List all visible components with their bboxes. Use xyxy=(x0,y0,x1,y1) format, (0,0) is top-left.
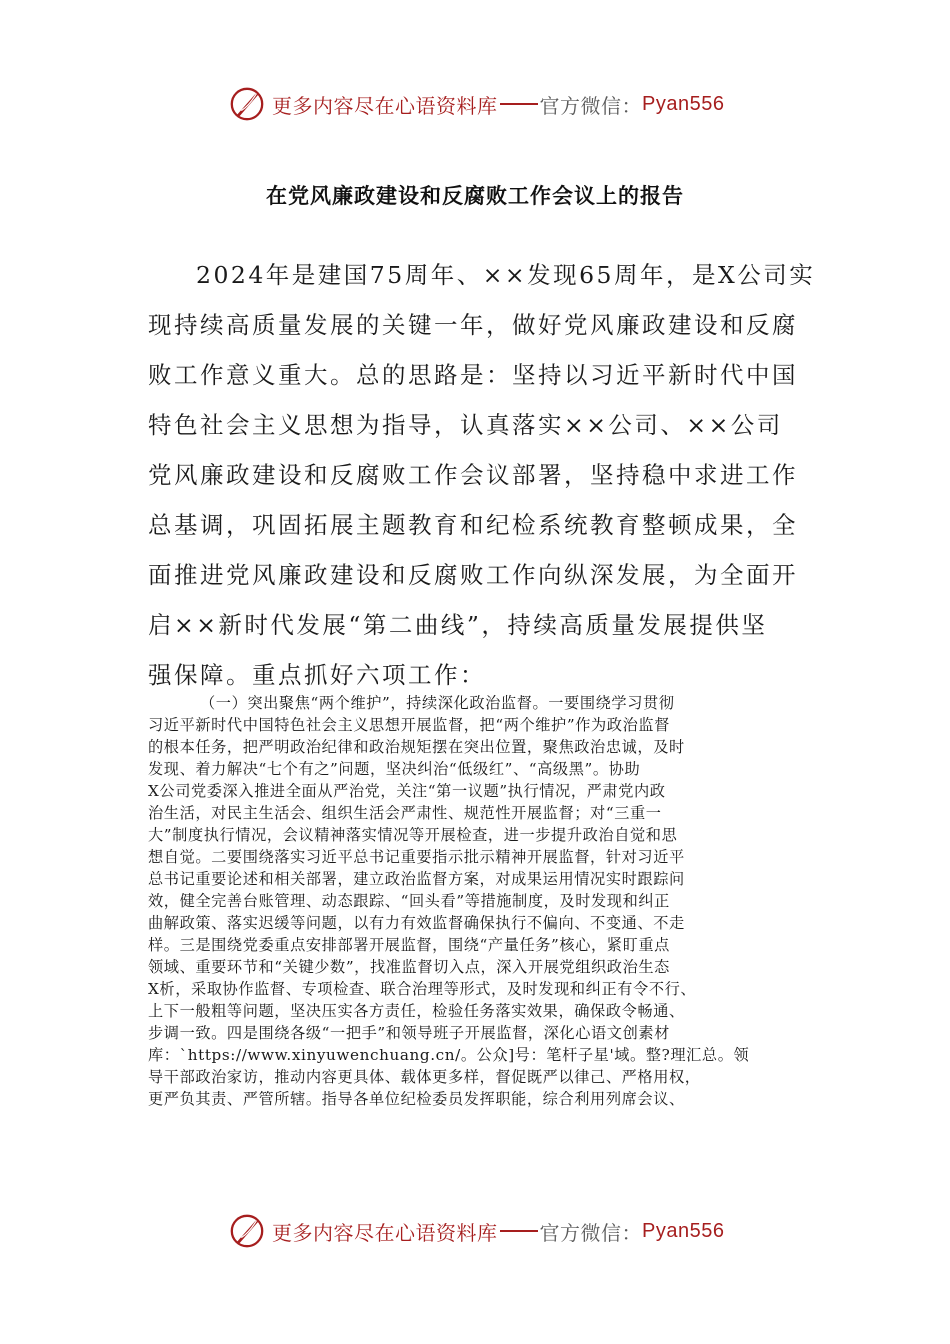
banner-wechat-id: Pyan556 xyxy=(642,1219,725,1242)
body-line: X公司党委深入推进全面从严治党，关注“第一议题”执行情况，严肃党内政 xyxy=(148,782,666,800)
body-line: 库：`https://www.xinyuwenchuang.cn/。公众]号：笔杆子星'域。整?理汇总。领 xyxy=(148,1046,750,1064)
footer-watermark-banner xyxy=(228,1211,724,1251)
intro-line: 总基调，巩固拓展主题教育和纪检系统教育整顿成果，全 xyxy=(148,511,798,539)
body-line: 步调一致。四是围绕各级“一把手”和领导班子开展监督，深化心语文创素材 xyxy=(148,1024,670,1042)
body-line: 更严负其责、严管所辖。指导各单位纪检委员发挥职能，综合利用列席会议、 xyxy=(148,1090,685,1108)
intro-line: 党风廉政建设和反腐败工作会议部署，坚持稳中求进工作 xyxy=(148,461,798,489)
banner-divider xyxy=(500,1230,538,1232)
intro-line: 强保障。重点抓好六项工作： xyxy=(148,661,486,689)
body-line: 曲解政策、落实迟缓等问题，以有力有效监督确保执行不偏向、不变通、不走 xyxy=(148,914,685,932)
body-line: 习近平新时代中国特色社会主义思想开展监督，把“两个维护”作为政治监督 xyxy=(148,716,670,734)
intro-line: 2024年是建国75周年、××发现65周年，是X公司实 xyxy=(196,261,816,289)
banner-brand-text: 更多内容尽在心语资料库 xyxy=(272,93,498,118)
banner-official-label: 官方微信： xyxy=(539,1220,642,1245)
intro-line: 败工作意义重大。总的思路是：坚持以习近平新时代中国 xyxy=(148,361,798,389)
banner-divider xyxy=(500,103,538,105)
body-paragraph xyxy=(148,692,808,1110)
banner-wechat-id: Pyan556 xyxy=(642,92,725,115)
body-line: 导干部政治家访，推动内容更具体、载体更多样，督促既严以律己、严格用权， xyxy=(148,1068,701,1086)
quill-pen-logo-icon xyxy=(228,1212,266,1250)
intro-line: 特色社会主义思想为指导，认真落实××公司、××公司 xyxy=(148,411,783,439)
body-line: 发现、着力解决“七个有之”问题，坚决纠治“低级红”、“高级黑”。协助 xyxy=(148,760,641,778)
banner-brand-text: 更多内容尽在心语资料库 xyxy=(272,1220,498,1245)
body-line: 领域、重要环节和“关键少数”，找准监督切入点，深入开展党组织政治生态 xyxy=(148,958,670,976)
body-line: 效，健全完善台账管理、动态跟踪、“回头看”等措施制度，及时发现和纠正 xyxy=(148,892,670,910)
body-line: 的根本任务，把严明政治纪律和政治规矩摆在突出位置，聚焦政治忠诚，及时 xyxy=(148,738,685,756)
intro-line: 现持续高质量发展的关键一年，做好党风廉政建设和反腐 xyxy=(148,311,798,339)
quill-pen-logo-icon xyxy=(228,85,266,123)
banner-official-label: 官方微信： xyxy=(539,93,642,118)
body-line: 治生活，对民主生活会、组织生活会严肃性、规范性开展监督；对“三重一 xyxy=(148,804,662,822)
intro-paragraph xyxy=(148,250,816,700)
body-line: 样。三是围绕党委重点安排部署开展监督，围绕“产量任务”核心，紧盯重点 xyxy=(148,936,670,954)
body-line: 大”制度执行情况，会议精神落实情况等开展检查，进一步提升政治自觉和思 xyxy=(148,826,678,844)
intro-line: 启××新时代发展“第二曲线”，持续高质量发展提供坚 xyxy=(148,611,768,639)
body-line: 上下一般粗等问题，坚决压实各方责任，检验任务落实效果，确保政令畅通、 xyxy=(148,1002,685,1020)
body-line: 总书记重要论述和相关部署，建立政治监督方案，对成果运用情况实时跟踪问 xyxy=(148,870,685,888)
body-line: （一）突出聚焦“两个维护”，持续深化政治监督。一要围绕学习贯彻 xyxy=(200,694,675,712)
body-line: X析，采取协作监督、专项检查、联合治理等形式，及时发现和纠正有令不行、 xyxy=(148,980,697,998)
document-title: 在党风廉政建设和反腐败工作会议上的报告 xyxy=(266,183,684,208)
intro-line: 面推进党风廉政建设和反腐败工作向纵深发展，为全面开 xyxy=(148,561,798,589)
header-watermark-banner xyxy=(228,84,724,124)
body-line: 想自觉。二要围绕落实习近平总书记重要指示批示精神开展监督，针对习近平 xyxy=(148,848,685,866)
